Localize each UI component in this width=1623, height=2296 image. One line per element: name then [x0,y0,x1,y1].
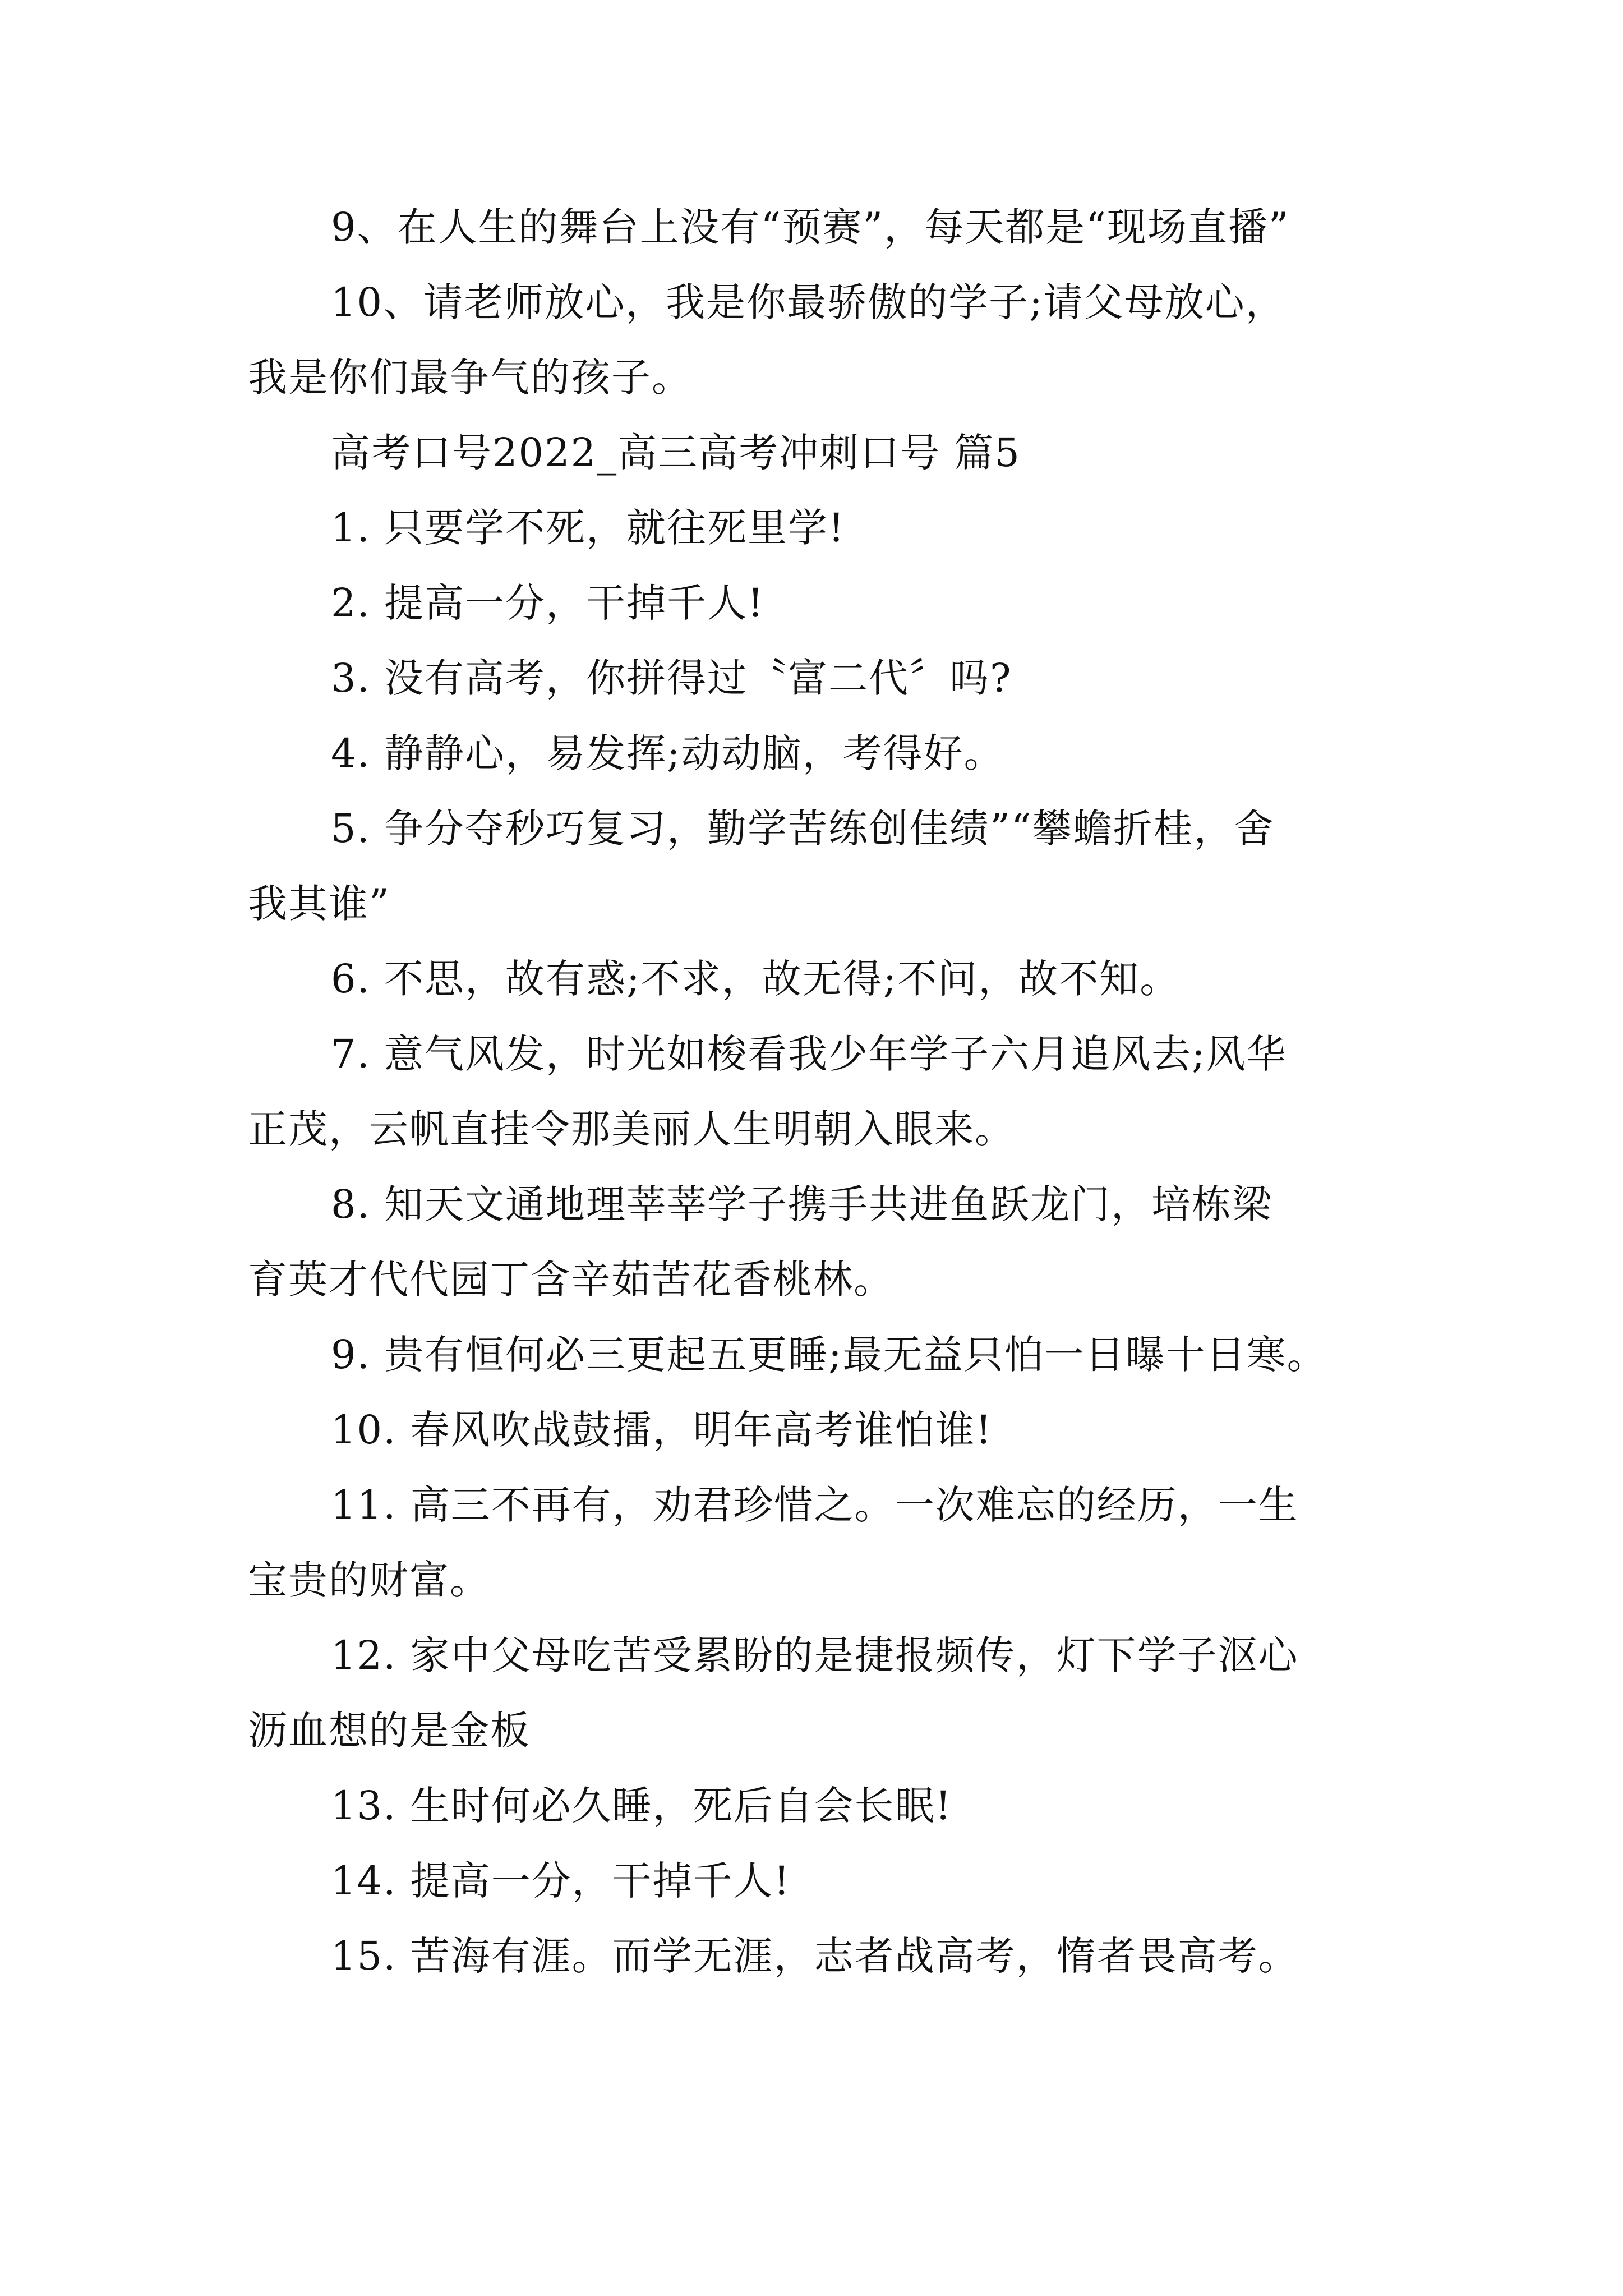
text-line: 12. 家中父母吃苦受累盼的是捷报频传，灯下学子沤心 [331,1632,1299,1678]
text-line: 9. 贵有恒何必三更起五更睡;最无益只怕一日曝十日寒。 [331,1332,1327,1378]
text-line: 7. 意气风发，时光如梭看我少年学子六月追风去;风华 [331,1031,1287,1077]
text-line: 我是你们最争气的孩子。 [248,355,692,401]
text-line: 14. 提高一分，干掉千人! [331,1858,791,1904]
text-line: 1. 只要学不死，就往死里学! [331,505,846,551]
section-heading: 高考口号2022_高三高考冲刺口号 篇5 [331,430,1021,476]
text-line: 9、在人生的舞台上没有“预赛”，每天都是“现场直播” [331,204,1290,250]
text-line: 我其谁” [248,881,390,927]
text-line: 6. 不思，故有惑;不求，故无得;不问，故不知。 [331,956,1181,1002]
text-line: 11. 高三不再有，劝君珍惜之。一次难忘的经历，一生 [331,1482,1299,1528]
text-line: 2. 提高一分，干掉千人! [331,580,765,626]
text-line: 正茂，云帆直挂令那美丽人生明朝入眼来。 [248,1106,1015,1152]
text-line: 8. 知天文通地理莘莘学子携手共进鱼跃龙门，培栋梁 [331,1181,1273,1227]
text-line: 沥血想的是金板 [248,1708,531,1754]
text-line: 育英才代代园丁含辛茹苦花香桃林。 [248,1257,894,1303]
text-line: 宝贵的财富。 [248,1557,490,1603]
text-line: 15. 苦海有涯。而学无涯，志者战高考，惰者畏高考。 [331,1933,1299,1979]
text-line: 5. 争分夺秒巧复习，勤学苦练创佳绩”“攀蟾折桂，舍 [331,806,1275,852]
text-line: 3. 没有高考，你拼得过〝富二代〞吗? [331,655,1012,701]
text-line: 10、请老师放心，我是你最骄傲的学子;请父母放心， [331,279,1286,325]
text-line: 4. 静静心，易发挥;动动脑，考得好。 [331,730,1004,776]
text-line: 13. 生时何必久睡，死后自会长眠! [331,1783,952,1829]
text-line: 10. 春风吹战鼓擂，明年高考谁怕谁! [331,1407,993,1453]
